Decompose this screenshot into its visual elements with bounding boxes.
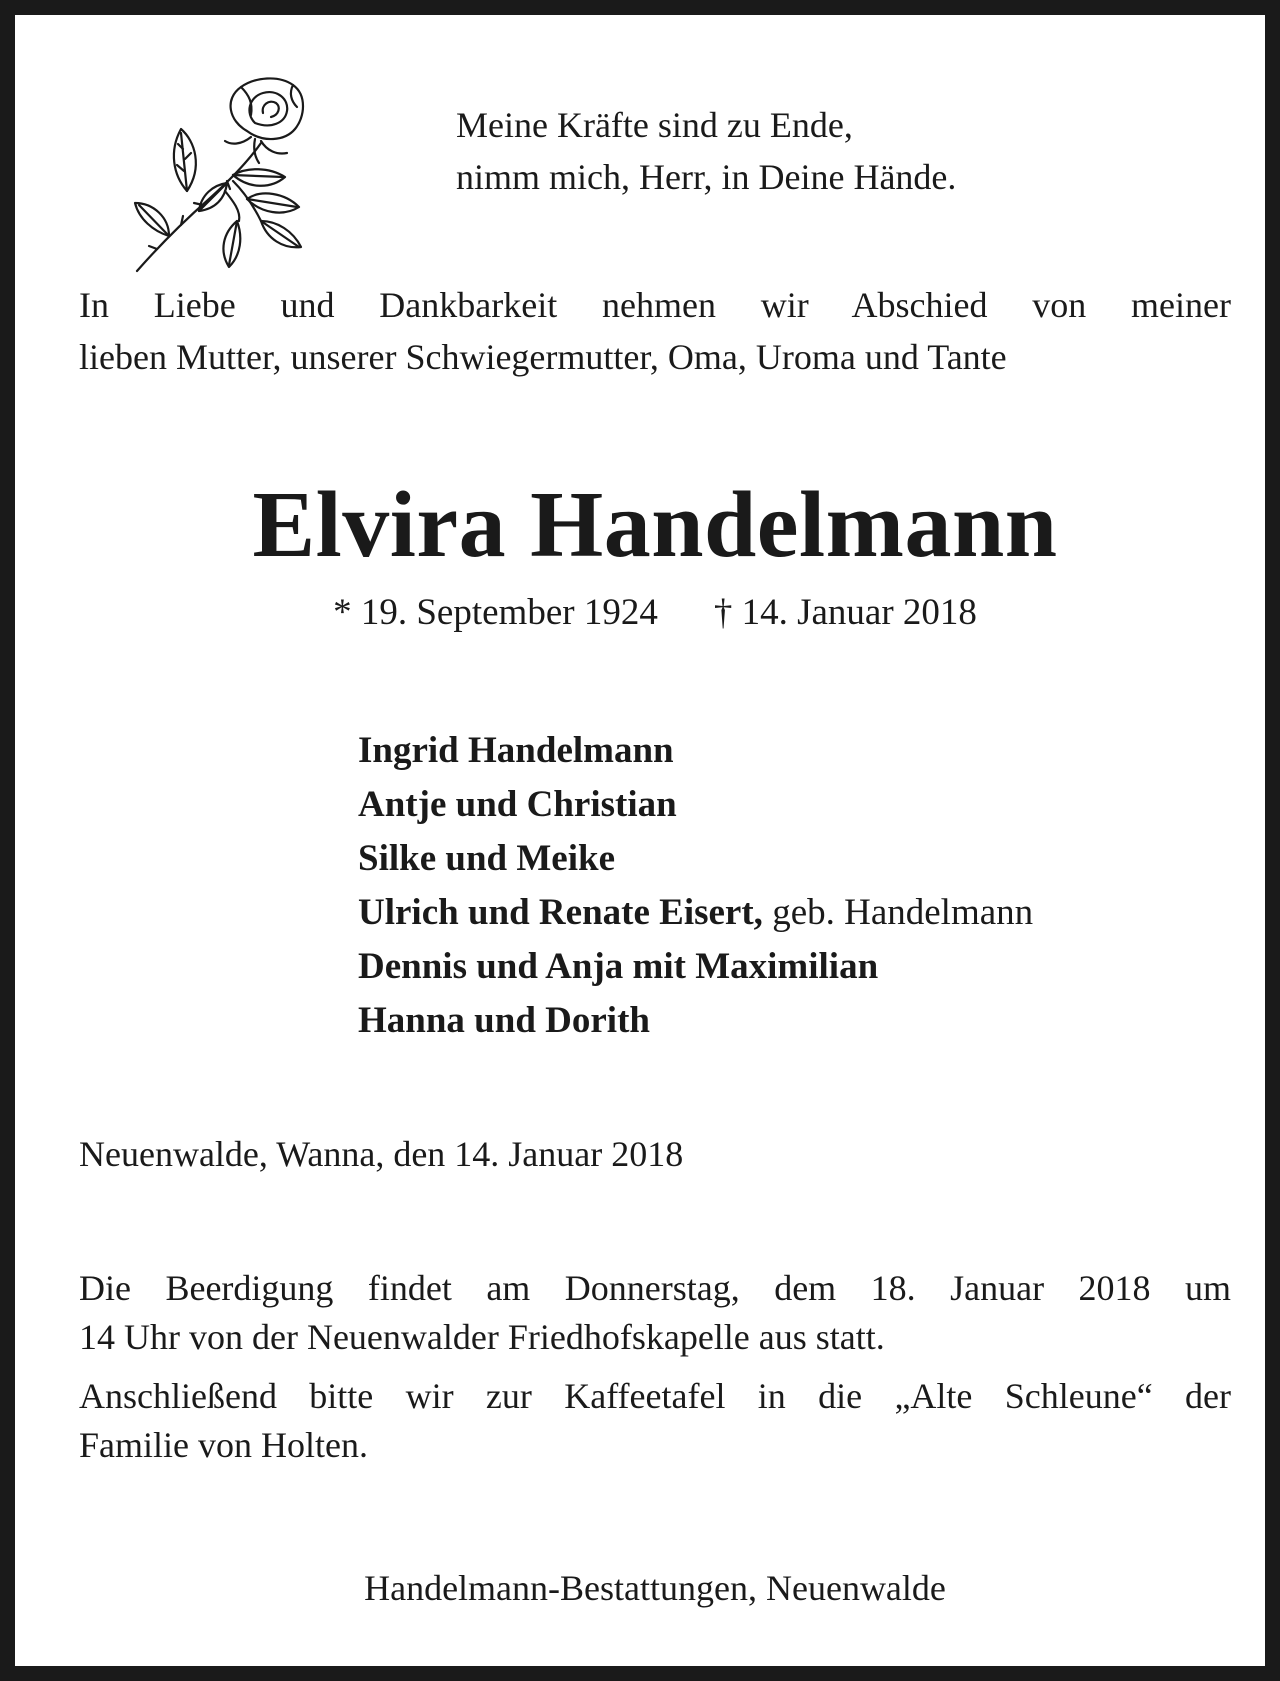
intro-line-2: lieben Mutter, unserer Schwiegermutter, Oma, Uroma und Tante [79,337,1007,377]
verse-line-1: Meine Kräfte sind zu Ende, [456,105,853,145]
mourner-entry: Dennis und Anja mit Maximilian [358,946,879,987]
farewell-intro [79,279,1231,383]
maiden-name: geb. Handelmann [762,892,1034,933]
verse-line-2: nimm mich, Herr, in Deine Hände. [456,157,957,197]
mourner-entry: Antje und Christian [358,784,677,825]
mourners-list [358,724,1033,1048]
funeral-details [79,1264,1231,1470]
intro-line-1: In Liebe und Dankbarkeit nehmen wir Abschied von meiner [79,285,1231,325]
bible-verse [456,99,956,203]
reception-paragraph: Anschließend bitte wir zur Kaffeetafel in die „Alte Schleune“ der Familie von Holten. [79,1376,1231,1465]
birth-date: * 19. September 1924 [333,592,658,633]
undertaker-credit: Handelmann-Bestattungen, Neuenwalde [364,1568,946,1608]
mourner-entry: Ingrid Handelmann [358,730,674,771]
deceased-name: Elvira Handelmann [252,473,1058,577]
funeral-paragraph: Die Beerdigung findet am Donnerstag, dem 18. Januar 2018 um 14 Uhr von der Neuenwalder Friedhofskapelle aus statt. [79,1268,1231,1357]
mourner-entry: Hanna und Dorith [358,1000,650,1041]
place-and-date: Neuenwalde, Wanna, den 14. Januar 2018 [79,1134,684,1174]
death-date: † 14. Januar 2018 [713,592,977,633]
life-dates [15,588,1280,638]
mourner-entry: Silke und Meike [358,838,615,879]
rose-icon [129,71,319,276]
mourner-entry: Ulrich und Renate Eisert, geb. Handelmann [358,892,1034,933]
